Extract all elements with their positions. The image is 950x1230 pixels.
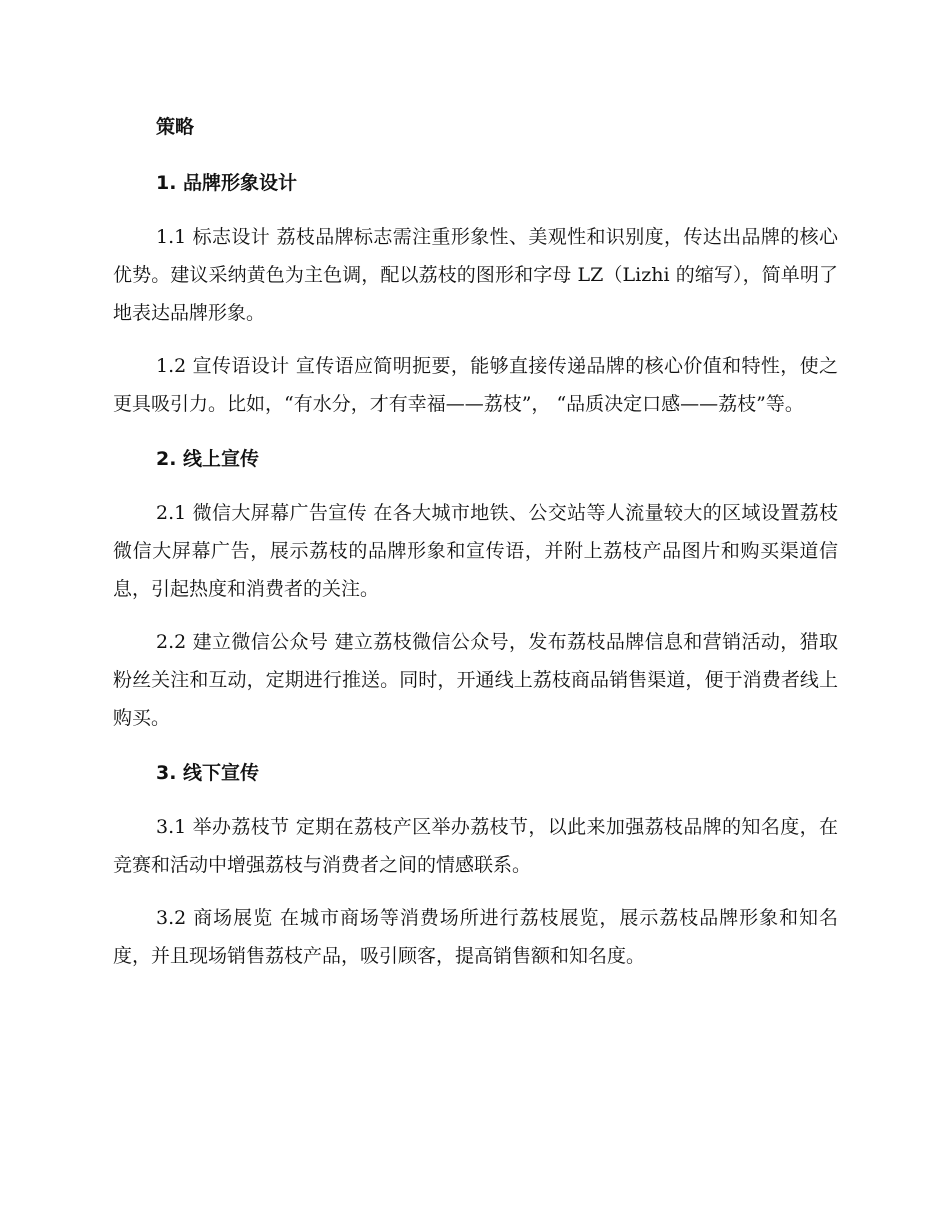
spacer (113, 608, 838, 623)
paragraph-lychee-festival: 3.1 举办荔枝节 定期在荔枝产区举办荔枝节，以此来加强荔枝品牌的知名度，在竞赛和活动中增强荔枝与消费者之间的情感联系。 (113, 816, 838, 876)
section-heading-offline-promotion: 3. 线下宣传 (156, 762, 260, 784)
document-title: 策略 (156, 116, 195, 138)
spacer (113, 737, 838, 752)
paragraph-mall-exhibition: 3.2 商场展览 在城市商场等消费场所进行荔枝展览，展示荔枝品牌形象和知名度，并且现场销售荔枝产品，吸引顾客，提高销售额和知名度。 (113, 907, 838, 967)
spacer (113, 794, 838, 808)
spacer (113, 423, 838, 438)
spacer (113, 148, 838, 162)
spacer (113, 332, 838, 347)
paragraph-wechat-official-account: 2.2 建立微信公众号 建立荔枝微信公众号，发布荔枝品牌信息和营销活动，猎取粉丝关注和互动，定期进行推送。同时，开通线上荔枝商品销售渠道，便于消费者线上购买。 (113, 631, 838, 729)
paragraph-logo-design: 1.1 标志设计 荔枝品牌标志需注重形象性、美观性和识别度，传达出品牌的核心优势。建议采纳黄色为主色调，配以荔枝的图形和字母 LZ（Lizhi 的缩写），简单明了地表达品牌形象。 (113, 226, 838, 324)
document-body (113, 106, 838, 975)
paragraph-slogan-design: 1.2 宣传语设计 宣传语应简明扼要，能够直接传递品牌的核心价值和特性，使之更具吸引力。比如，“有水分，才有幸福——荔枝”， “品质决定口感——荔枝”等。 (113, 355, 838, 415)
spacer (113, 884, 838, 899)
section-heading-online-promotion: 2. 线上宣传 (156, 448, 260, 470)
spacer (113, 480, 838, 494)
paragraph-wechat-screen-ads: 2.1 微信大屏幕广告宣传 在各大城市地铁、公交站等人流量较大的区域设置荔枝微信大屏幕广告，展示荔枝的品牌形象和宣传语，并附上荔枝产品图片和购买渠道信息，引起热度和消费者的关注。 (113, 502, 838, 600)
spacer (113, 204, 838, 218)
section-heading-brand-image: 1. 品牌形象设计 (156, 172, 298, 194)
